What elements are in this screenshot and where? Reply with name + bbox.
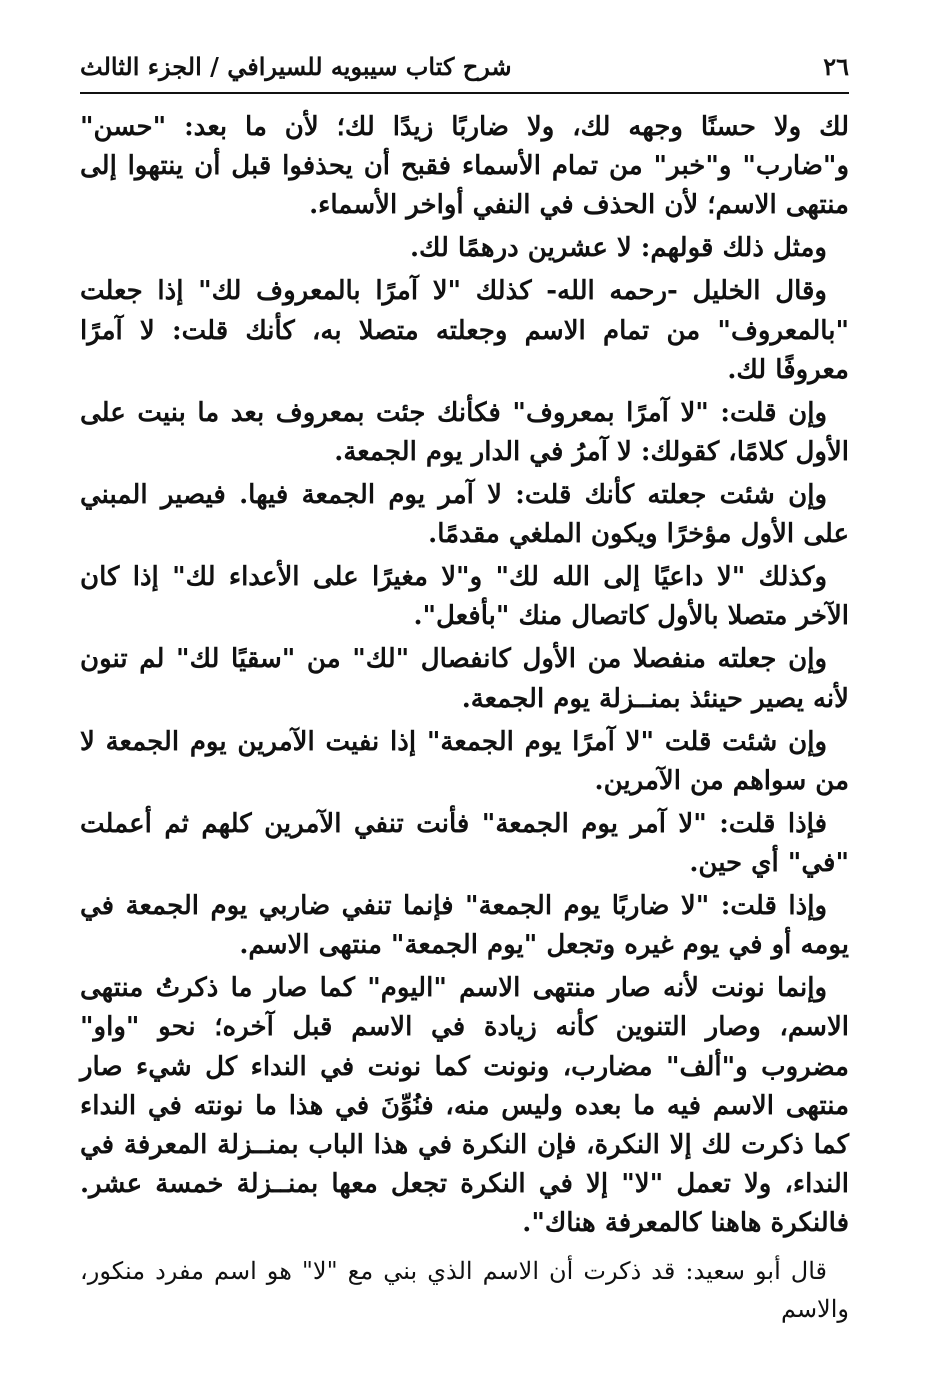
paragraph: ومثل ذلك قولهم: لا عشرين درهمًا لك.	[409, 233, 827, 264]
paragraph: قال أبو سعيد: قد ذكرت أن الاسم الذي بني مع "لا" هو اسم مفرد منكور، والاسم	[80, 1256, 849, 1323]
paragraph: وإن شئت جعلته كأنك قلت: لا آمر يوم الجمعة فيها. فيصير المبني على الأول مؤخرًا ويكون الملغي مقدمًا.	[80, 480, 849, 550]
paragraph: وإن شئت قلت "لا آمرًا يوم الجمعة" إذا نفيت الآمرين يوم الجمعة لا من سواهم من الآمرين.	[80, 726, 849, 796]
page-body	[80, 108, 849, 1331]
paragraph: وقال الخليل -رحمه الله- كذلك "لا آمرًا بالمعروف لك" إذا جعلت "بالمعروف" من تمام الاسم وجعلته متصلا به، كأنك قلت: لا آمرًا معروفًا لك.	[80, 276, 849, 385]
paragraph: وإن جعلته منفصلا من الأول كانفصال "لك" من "سقيًا لك" لم تنون لأنه يصير حينئذ بمنــزلة يوم الجمعة.	[80, 644, 849, 714]
page-number: ٢٦	[823, 52, 849, 81]
paragraph: وإن قلت: "لا آمرًا بمعروف" فكأنك جئت بمعروف بعد ما بنيت على الأول كلامًا، كقولك: لا آمرُ في الدار يوم الجمعة.	[80, 397, 849, 468]
page-header	[80, 52, 849, 92]
paragraph: وكذلك "لا داعيًا إلى الله لك" و"لا مغيرًا على الأعداء لك" إذا كان الآخر متصلا بالأول كاتصال منك "بأفعل".	[80, 562, 849, 632]
header-rule	[80, 92, 849, 94]
paragraph: فإذا قلت: "لا آمر يوم الجمعة" فأنت تنفي الآمرين كلهم ثم أعملت "في" أي حين.	[80, 808, 849, 879]
paragraph: وإنما نونت لأنه صار منتهى الاسم "اليوم" كما صار ما ذكرتُ منتهى الاسم، وصار التنوين كأنه زيادة في الاسم قبل آخره؛ نحو "واو" مضروب و"ألف" مضارب، ونونت كما نونت في النداء كل شيء صار منتهى الاسم فيه ما بعده وليس منه، فنُوِّنَ في هذا ما نونته في النداء كما ذكرت لك إلا النكرة، فإن النكرة في هذا الباب بمنــزلة المعرفة في النداء، ولا تعمل "لا" إلا في النكرة تجعل معها بمنــزلة خمسة عشر. فالنكرة هاهنا كالمعرفة هناك".	[80, 973, 849, 1239]
paragraph: لك ولا حسنًا وجهه لك، ولا ضاربًا زيدًا لك؛ لأن ما بعد: "حسن" و"ضارب" و"خبر" من تمام الأسماء فقبح أن يحذفوا قبل أن ينتهوا إلى منتهى الاسم؛ لأن الحذف في النفي أواخر الأسماء.	[80, 112, 850, 221]
paragraph: وإذا قلت: "لا ضاربًا يوم الجمعة" فإنما تنفي ضاربي يوم الجمعة في يومه أو في يوم غيره وتجعل "يوم الجمعة" منتهى الاسم.	[80, 891, 849, 961]
running-title: شرح كتاب سيبويه للسيرافي / الجزء الثالث	[80, 52, 512, 81]
